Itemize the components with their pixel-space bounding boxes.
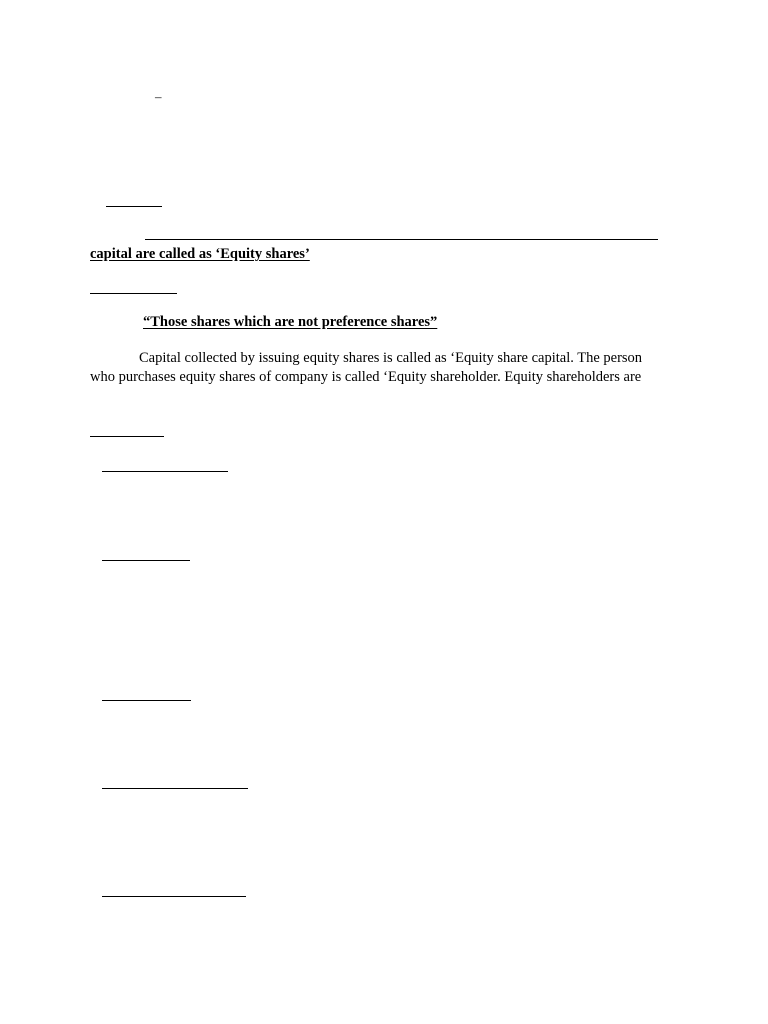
top-dash-mark: – xyxy=(155,89,162,104)
subheading-underline xyxy=(90,293,177,294)
list-heading-underline-1 xyxy=(102,471,228,472)
quote-text: “Those shares which are not preference shares” xyxy=(143,314,438,330)
list-heading-underline-4 xyxy=(102,788,248,789)
list-heading-underline-3 xyxy=(102,700,191,701)
section-heading-underline xyxy=(90,436,164,437)
definition-text: capital are called as ‘Equity shares’ xyxy=(90,246,310,262)
paragraph-line-1: Capital collected by issuing equity shares is called as ‘Equity share capital. The person xyxy=(139,350,643,366)
heading-underline xyxy=(106,206,162,207)
list-heading-underline-5 xyxy=(102,896,246,897)
definition-underline xyxy=(145,239,658,240)
list-heading-underline-2 xyxy=(102,560,190,561)
paragraph-line-2: who purchases equity shares of company is called ‘Equity shareholder. Equity shareholders are xyxy=(90,369,642,385)
